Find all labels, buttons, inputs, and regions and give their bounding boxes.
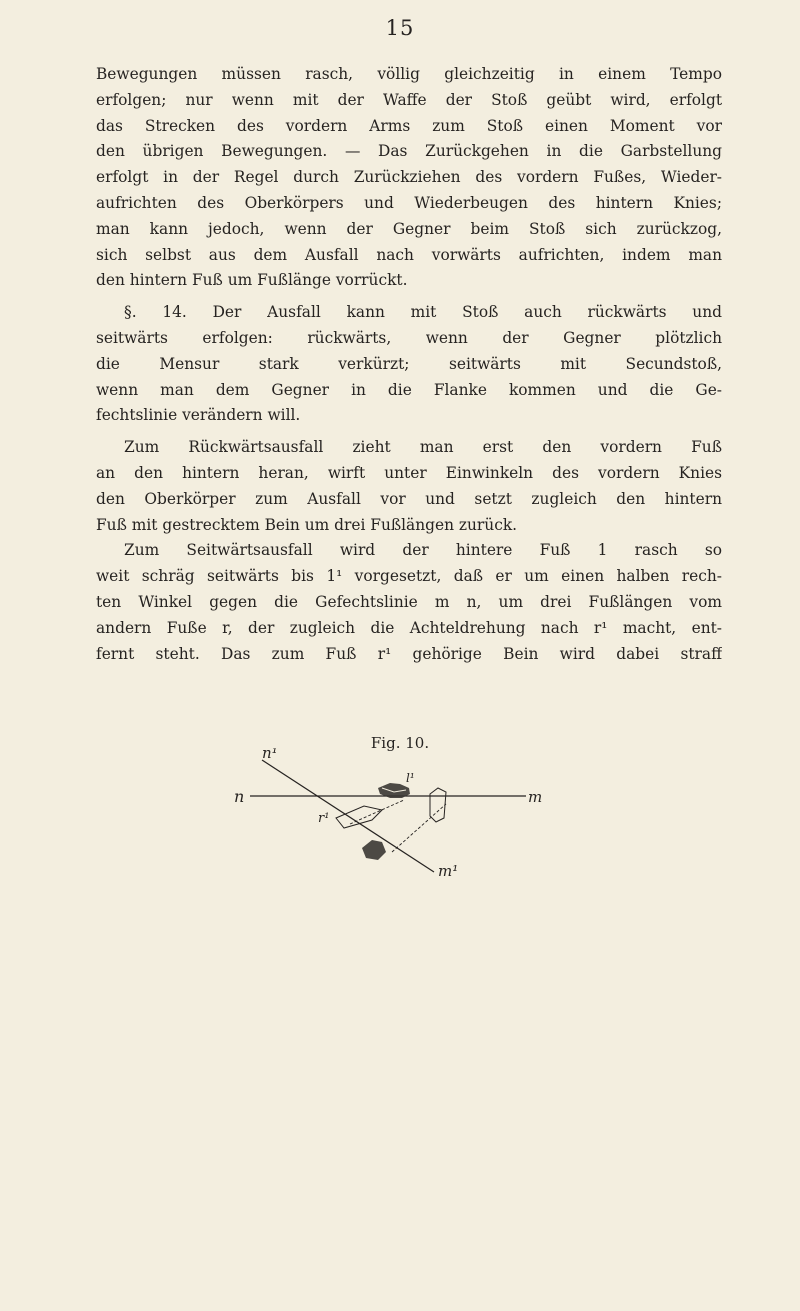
text-line: erfolgen; nur wenn mit der Waffe der Stoß geübt wird, erfolgt: [96, 90, 722, 109]
label-m: m: [528, 788, 543, 806]
text-line: Zum Seitwärtsausfall wird der hintere Fuß 1 rasch so: [124, 541, 722, 560]
text-line: das Strecken des vordern Arms zum Stoß einen Moment vor: [96, 116, 722, 135]
label-l1: l¹: [406, 771, 415, 785]
text-line: erfolgt in der Regel durch Zurückziehen des vordern Fußes, Wieder-: [96, 168, 722, 187]
label-m-bottom: m¹: [438, 862, 459, 878]
text-line: Fuß mit gestrecktem Bein um drei Fußlängen zurück.: [96, 515, 518, 534]
foot-shape: [362, 840, 386, 860]
text-line: fechtslinie verändern will.: [96, 406, 301, 425]
section-heading-line: §. 14. Der Ausfall kann mit Stoß auch rückwärts und: [124, 303, 722, 322]
foot-outline: [430, 788, 446, 822]
text-line: Zum Rückwärtsausfall zieht man erst den vordern Fuß: [124, 438, 722, 457]
text-line: ten Winkel gegen die Gefechtslinie m n, um drei Fußlängen vom: [96, 592, 722, 611]
text-line: an den hintern heran, wirft unter Einwinkeln des vordern Knies: [96, 463, 722, 482]
text-line: die Mensur stark verkürzt; seitwärts mit Secundstoß,: [96, 354, 722, 373]
text-line: fernt steht. Das zum Fuß r¹ gehörige Bein wird dabei straff: [96, 644, 722, 663]
text-line: Bewegungen müssen rasch, völlig gleichzeitig in einem Tempo: [96, 65, 722, 83]
diagram-svg: [232, 748, 562, 878]
page-number: 15: [385, 16, 415, 40]
text-line: seitwärts erfolgen: rückwärts, wenn der Gegner plötzlich: [96, 328, 722, 347]
guide-line: [350, 800, 404, 824]
text-line: sich selbst aus dem Ausfall nach vorwärts aufrichten, indem man: [96, 245, 722, 264]
body-text: [96, 62, 722, 667]
text-line: andern Fuße r, der zugleich die Achteldrehung nach r¹ macht, ent-: [96, 618, 722, 637]
text-line: den Oberkörper zum Ausfall vor und setzt zugleich den hintern: [96, 489, 722, 508]
text-line: wenn man dem Gegner in die Flanke kommen und die Ge-: [96, 380, 722, 399]
text-line: weit schräg seitwärts bis 1¹ vorgesetzt, daß er um einen halben rech-: [96, 567, 722, 586]
fencing-stance-diagram: [232, 748, 562, 878]
guide-line: [392, 804, 446, 852]
text-line: aufrichten des Oberkörpers und Wiederbeugen des hintern Knies;: [96, 193, 722, 212]
text-line: den übrigen Bewegungen. — Das Zurückgehen in die Garbstellung: [96, 142, 722, 161]
text-line: man kann jedoch, wenn der Gegner beim Stoß sich zurückzog,: [96, 219, 722, 238]
foot-outline: [336, 806, 382, 828]
label-n: n: [234, 787, 245, 806]
text-line: den hintern Fuß um Fußlänge vorrückt.: [96, 271, 408, 290]
label-r1: r¹: [318, 811, 330, 826]
label-n-top: n¹: [262, 748, 278, 762]
figure-caption: Fig. 10.: [370, 734, 430, 752]
